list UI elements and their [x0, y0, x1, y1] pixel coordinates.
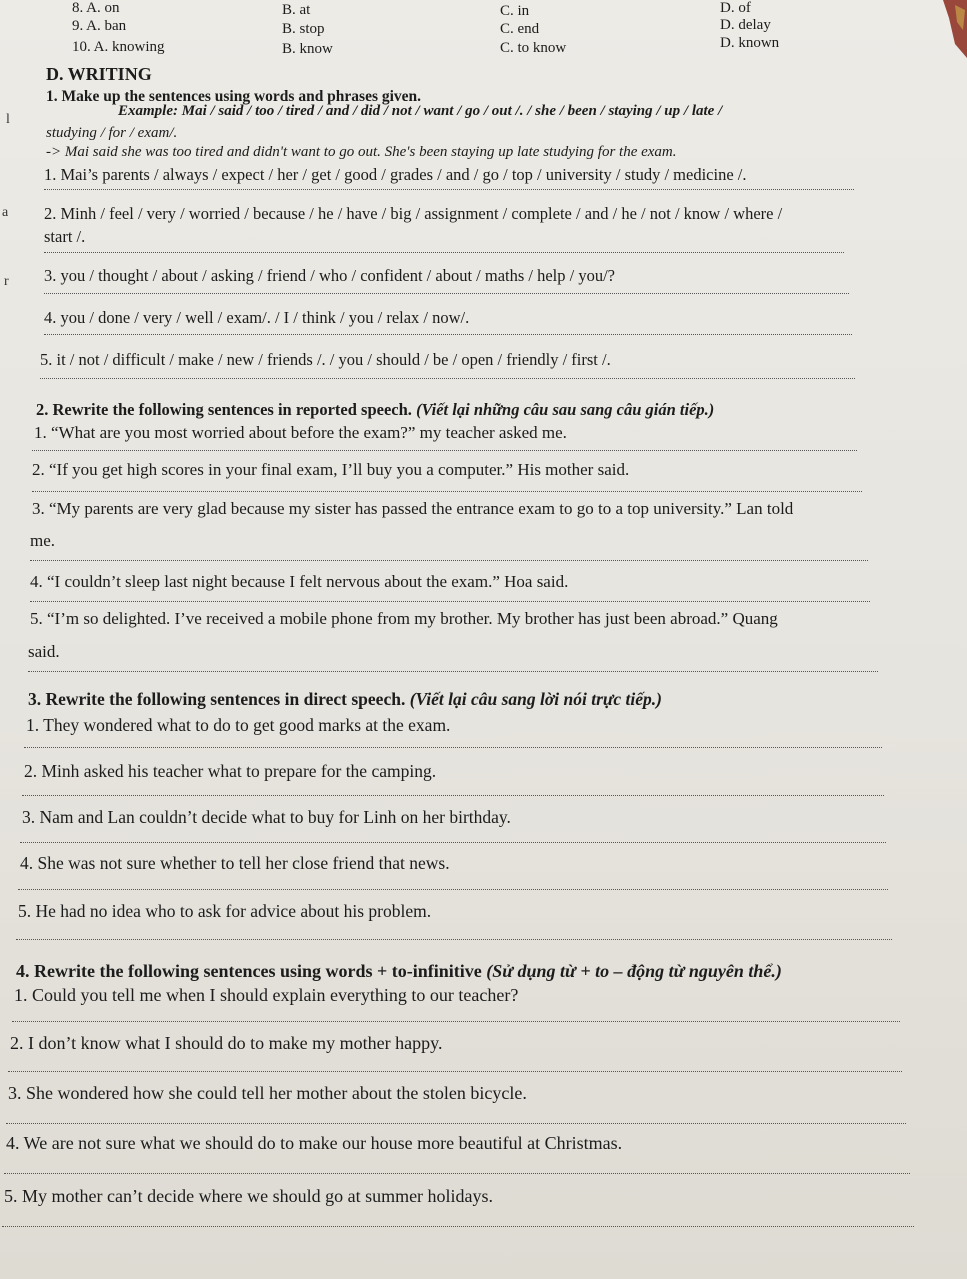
- red-marker-decoration: [925, 0, 967, 60]
- ex1-example-line1: Example: Mai / said / too / tired / and / did / not / want / go / out /. / she / been / staying / up / late /: [118, 103, 723, 119]
- ex3-item-5: 5. He had no idea who to ask for advice about his problem.: [18, 901, 432, 921]
- answer-line[interactable]: [44, 293, 849, 294]
- answer-line[interactable]: [2, 1226, 914, 1227]
- answer-line[interactable]: [32, 491, 862, 492]
- ex4-item-1: 1. Could you tell me when I should explain everything to our teacher?: [14, 985, 519, 1005]
- ex3-item-1: 1. They wondered what to do to get good marks at the exam.: [26, 715, 451, 735]
- ex1-item-2: 2. Minh / feel / very / worried / because / he / have / big / assignment / complete / and / he / not / know / where /: [44, 204, 783, 223]
- answer-line[interactable]: [24, 747, 882, 748]
- ex2-item-2: 2. “If you get high scores in your final exam, I’ll buy you a computer.” His mother said.: [32, 460, 630, 479]
- answer-line[interactable]: [28, 671, 878, 672]
- q8-option-c: C. in: [500, 3, 530, 19]
- margin-mark: r: [4, 274, 9, 289]
- ex3-item-4: 4. She was not sure whether to tell her close friend that news.: [20, 853, 450, 873]
- ex2-item-5-continued: said.: [28, 642, 60, 661]
- q8-option-d: D. of: [720, 0, 751, 16]
- q10-option-d: D. known: [720, 35, 780, 51]
- q8-option-a: 8. A. on: [72, 0, 120, 16]
- answer-line[interactable]: [44, 189, 854, 190]
- ex4-item-2: 2. I don’t know what I should do to make my mother happy.: [10, 1033, 443, 1053]
- answer-line[interactable]: [12, 1021, 900, 1022]
- ex2-item-1: 1. “What are you most worried about before the exam?” my teacher asked me.: [34, 423, 567, 442]
- ex4-heading-vi: (Sử dụng từ + to – động từ nguyên thể.): [486, 961, 782, 981]
- ex3-item-3: 3. Nam and Lan couldn’t decide what to buy for Linh on her birthday.: [22, 807, 511, 827]
- ex1-example-answer: -> Mai said she was too tired and didn't want to go out. She's been staying up late studying for the exam.: [46, 144, 677, 160]
- ex2-heading-en: 2. Rewrite the following sentences in reported speech.: [36, 400, 412, 419]
- margin-mark: l: [6, 112, 10, 127]
- answer-line[interactable]: [44, 252, 844, 253]
- ex1-example-line2: studying / for / exam/.: [46, 125, 178, 141]
- ex4-item-4: 4. We are not sure what we should do to make our house more beautiful at Christmas.: [6, 1133, 623, 1153]
- answer-line[interactable]: [6, 1123, 906, 1124]
- q10-option-b: B. know: [282, 41, 333, 57]
- ex3-item-2: 2. Minh asked his teacher what to prepare for the camping.: [24, 761, 437, 781]
- q9-option-b: B. stop: [282, 21, 325, 37]
- answer-line[interactable]: [32, 450, 857, 451]
- answer-line[interactable]: [40, 378, 855, 379]
- answer-line[interactable]: [18, 889, 888, 890]
- q9-option-d: D. delay: [720, 17, 771, 33]
- section-title: D. WRITING: [46, 64, 152, 84]
- ex1-item-4: 4. you / done / very / well / exam/. / I / think / you / relax / now/.: [44, 308, 470, 327]
- q10-option-a: 10. A. knowing: [72, 39, 165, 55]
- answer-line[interactable]: [22, 795, 884, 796]
- ex3-heading-en: 3. Rewrite the following sentences in direct speech.: [28, 689, 406, 709]
- ex2-item-5: 5. “I’m so delighted. I’ve received a mobile phone from my brother. My brother has just been abroad.” Quang: [30, 609, 778, 628]
- answer-line[interactable]: [4, 1173, 910, 1174]
- ex4-item-5: 5. My mother can’t decide where we should go at summer holidays.: [4, 1186, 494, 1206]
- ex4-heading-en: 4. Rewrite the following sentences using words + to-infinitive: [16, 961, 482, 981]
- answer-line[interactable]: [16, 939, 892, 940]
- q10-option-c: C. to know: [500, 40, 567, 56]
- ex2-heading: [36, 400, 714, 420]
- q9-option-c: C. end: [500, 21, 540, 37]
- ex1-item-5: 5. it / not / difficult / make / new / friends /. / you / should / be / open / friendly / first /.: [40, 350, 611, 369]
- ex4-heading: [16, 961, 782, 982]
- ex4-item-3: 3. She wondered how she could tell her mother about the stolen bicycle.: [8, 1083, 527, 1103]
- ex2-item-3: 3. “My parents are very glad because my sister has passed the entrance exam to go to a top university.” Lan told: [32, 499, 794, 518]
- ex2-heading-vi: (Viết lại những câu sau sang câu gián tiếp.): [416, 400, 715, 419]
- answer-line[interactable]: [44, 334, 852, 335]
- answer-line[interactable]: [30, 560, 868, 561]
- ex2-item-3-continued: me.: [30, 531, 56, 550]
- margin-mark: a: [2, 205, 9, 220]
- ex1-item-1: 1. Mai’s parents / always / expect / her / get / good / grades / and / go / top / university / study / medicine /.: [44, 165, 747, 184]
- answer-line[interactable]: [8, 1071, 902, 1072]
- ex1-item-3: 3. you / thought / about / asking / friend / who / confident / about / maths / help / you/?: [44, 266, 616, 285]
- ex1-heading: 1. Make up the sentences using words and phrases given.: [46, 88, 422, 105]
- q9-option-a: 9. A. ban: [72, 18, 127, 34]
- q8-option-b: B. at: [282, 2, 311, 18]
- ex3-heading-vi: (Viết lại câu sang lời nói trực tiếp.): [409, 689, 662, 709]
- ex3-heading: [28, 689, 662, 710]
- answer-line[interactable]: [20, 842, 886, 843]
- ex1-item-2-continued: start /.: [44, 227, 86, 246]
- answer-line[interactable]: [30, 601, 870, 602]
- ex2-item-4: 4. “I couldn’t sleep last night because I felt nervous about the exam.” Hoa said.: [30, 572, 569, 591]
